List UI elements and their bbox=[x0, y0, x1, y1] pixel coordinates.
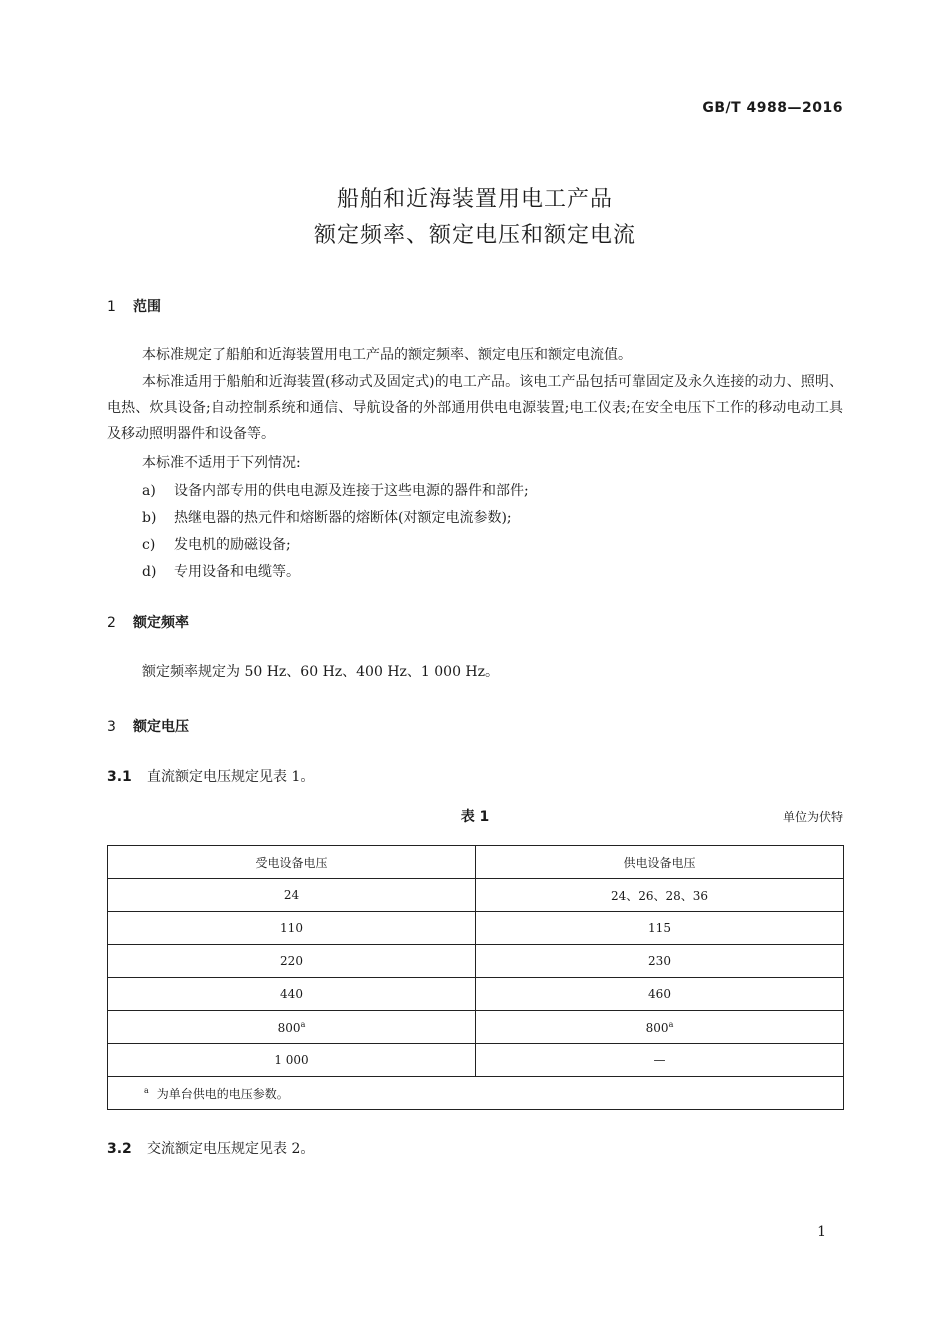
table-cell: 115 bbox=[476, 912, 844, 945]
table-cell bbox=[476, 1011, 844, 1044]
section-1-paragraph-2: 本标准适用于船舶和近海装置(移动式及固定式)的电工产品。该电工产品包括可靠固定及永久连接的动力、照明、电热、炊具设备;自动控制系统和通信、导航设备的外部通用供电电源装置;电工仪表;在安全电压下工作的移动电动工具及移动照明器件和设备等。 bbox=[107, 374, 843, 442]
table-1 bbox=[107, 845, 844, 1110]
section-1-paragraph-3: 本标准不适用于下列情况: bbox=[142, 455, 301, 471]
table-cell: — bbox=[476, 1044, 844, 1077]
table-1-unit: 单位为伏特 bbox=[782, 810, 843, 824]
subsection-3-1-number: 3.1 bbox=[107, 769, 132, 785]
table-row bbox=[108, 945, 844, 978]
footnote-marker: a bbox=[144, 1085, 149, 1095]
section-1-paragraph-1: 本标准规定了船舶和近海装置用电工产品的额定频率、额定电压和额定电流值。 bbox=[142, 347, 632, 363]
table-cell bbox=[108, 1011, 476, 1044]
document-title-line-2: 额定频率、额定电压和额定电流 bbox=[313, 223, 636, 248]
standard-code: GB/T 4988—2016 bbox=[702, 100, 843, 116]
section-2-heading bbox=[107, 612, 189, 632]
section-1-number: 1 bbox=[107, 299, 116, 315]
list-item-text: 热继电器的热元件和熔断器的熔断体(对额定电流参数); bbox=[174, 510, 512, 526]
table-cell: 440 bbox=[108, 978, 476, 1011]
table-row bbox=[108, 912, 844, 945]
table-row bbox=[108, 978, 844, 1011]
section-2-paragraph: 额定频率规定为 50 Hz、60 Hz、400 Hz、1 000 Hz。 bbox=[142, 664, 500, 680]
list-item-tag: d) bbox=[142, 564, 157, 580]
table-row bbox=[108, 1011, 844, 1044]
list-item bbox=[142, 480, 529, 500]
table-cell: 1 000 bbox=[108, 1044, 476, 1077]
list-item bbox=[142, 534, 291, 554]
page-number: 1 bbox=[817, 1224, 826, 1240]
section-3-number: 3 bbox=[107, 719, 116, 735]
footnote-marker: a bbox=[668, 1019, 674, 1029]
table-cell: 220 bbox=[108, 945, 476, 978]
table-header-cell: 供电设备电压 bbox=[476, 846, 844, 879]
table-header-cell: 受电设备电压 bbox=[108, 846, 476, 879]
list-item bbox=[142, 561, 300, 581]
cell-value: 800 bbox=[645, 1020, 669, 1035]
list-item-tag: b) bbox=[142, 510, 157, 526]
table-row bbox=[108, 879, 844, 912]
list-item-text: 专用设备和电缆等。 bbox=[174, 564, 300, 580]
subsection-3-1-text: 直流额定电压规定见表 1。 bbox=[147, 769, 315, 785]
subsection-3-2-number: 3.2 bbox=[107, 1141, 132, 1157]
list-item-text: 发电机的励磁设备; bbox=[174, 537, 291, 553]
footnote-marker: a bbox=[300, 1019, 306, 1029]
table-cell: 24 bbox=[108, 879, 476, 912]
table-header-row bbox=[108, 846, 844, 879]
section-3-heading bbox=[107, 716, 189, 736]
table-cell: 110 bbox=[108, 912, 476, 945]
section-2-title: 额定频率 bbox=[133, 615, 189, 631]
section-1-title: 范围 bbox=[133, 299, 161, 315]
list-item-tag: a) bbox=[142, 483, 156, 499]
list-item-text: 设备内部专用的供电电源及连接于这些电源的器件和部件; bbox=[174, 483, 529, 499]
cell-value: 800 bbox=[277, 1020, 301, 1035]
footnote-text: 为单台供电的电压参数。 bbox=[156, 1086, 289, 1101]
table-cell: 460 bbox=[476, 978, 844, 1011]
table-cell: 230 bbox=[476, 945, 844, 978]
section-3-title: 额定电压 bbox=[133, 719, 189, 735]
table-footnote-row bbox=[108, 1077, 844, 1110]
section-2-number: 2 bbox=[107, 615, 116, 631]
table-footnote bbox=[108, 1077, 844, 1110]
subsection-3-2-text: 交流额定电压规定见表 2。 bbox=[147, 1141, 315, 1157]
document-title-line-1: 船舶和近海装置用电工产品 bbox=[336, 187, 613, 212]
list-item-tag: c) bbox=[142, 537, 156, 553]
table-row bbox=[108, 1044, 844, 1077]
subsection-3-2 bbox=[107, 1138, 314, 1158]
table-1-caption: 表 1 bbox=[460, 809, 490, 825]
section-1-heading bbox=[107, 296, 161, 316]
list-item bbox=[142, 507, 512, 527]
table-cell: 24、26、28、36 bbox=[476, 879, 844, 912]
subsection-3-1 bbox=[107, 766, 314, 786]
